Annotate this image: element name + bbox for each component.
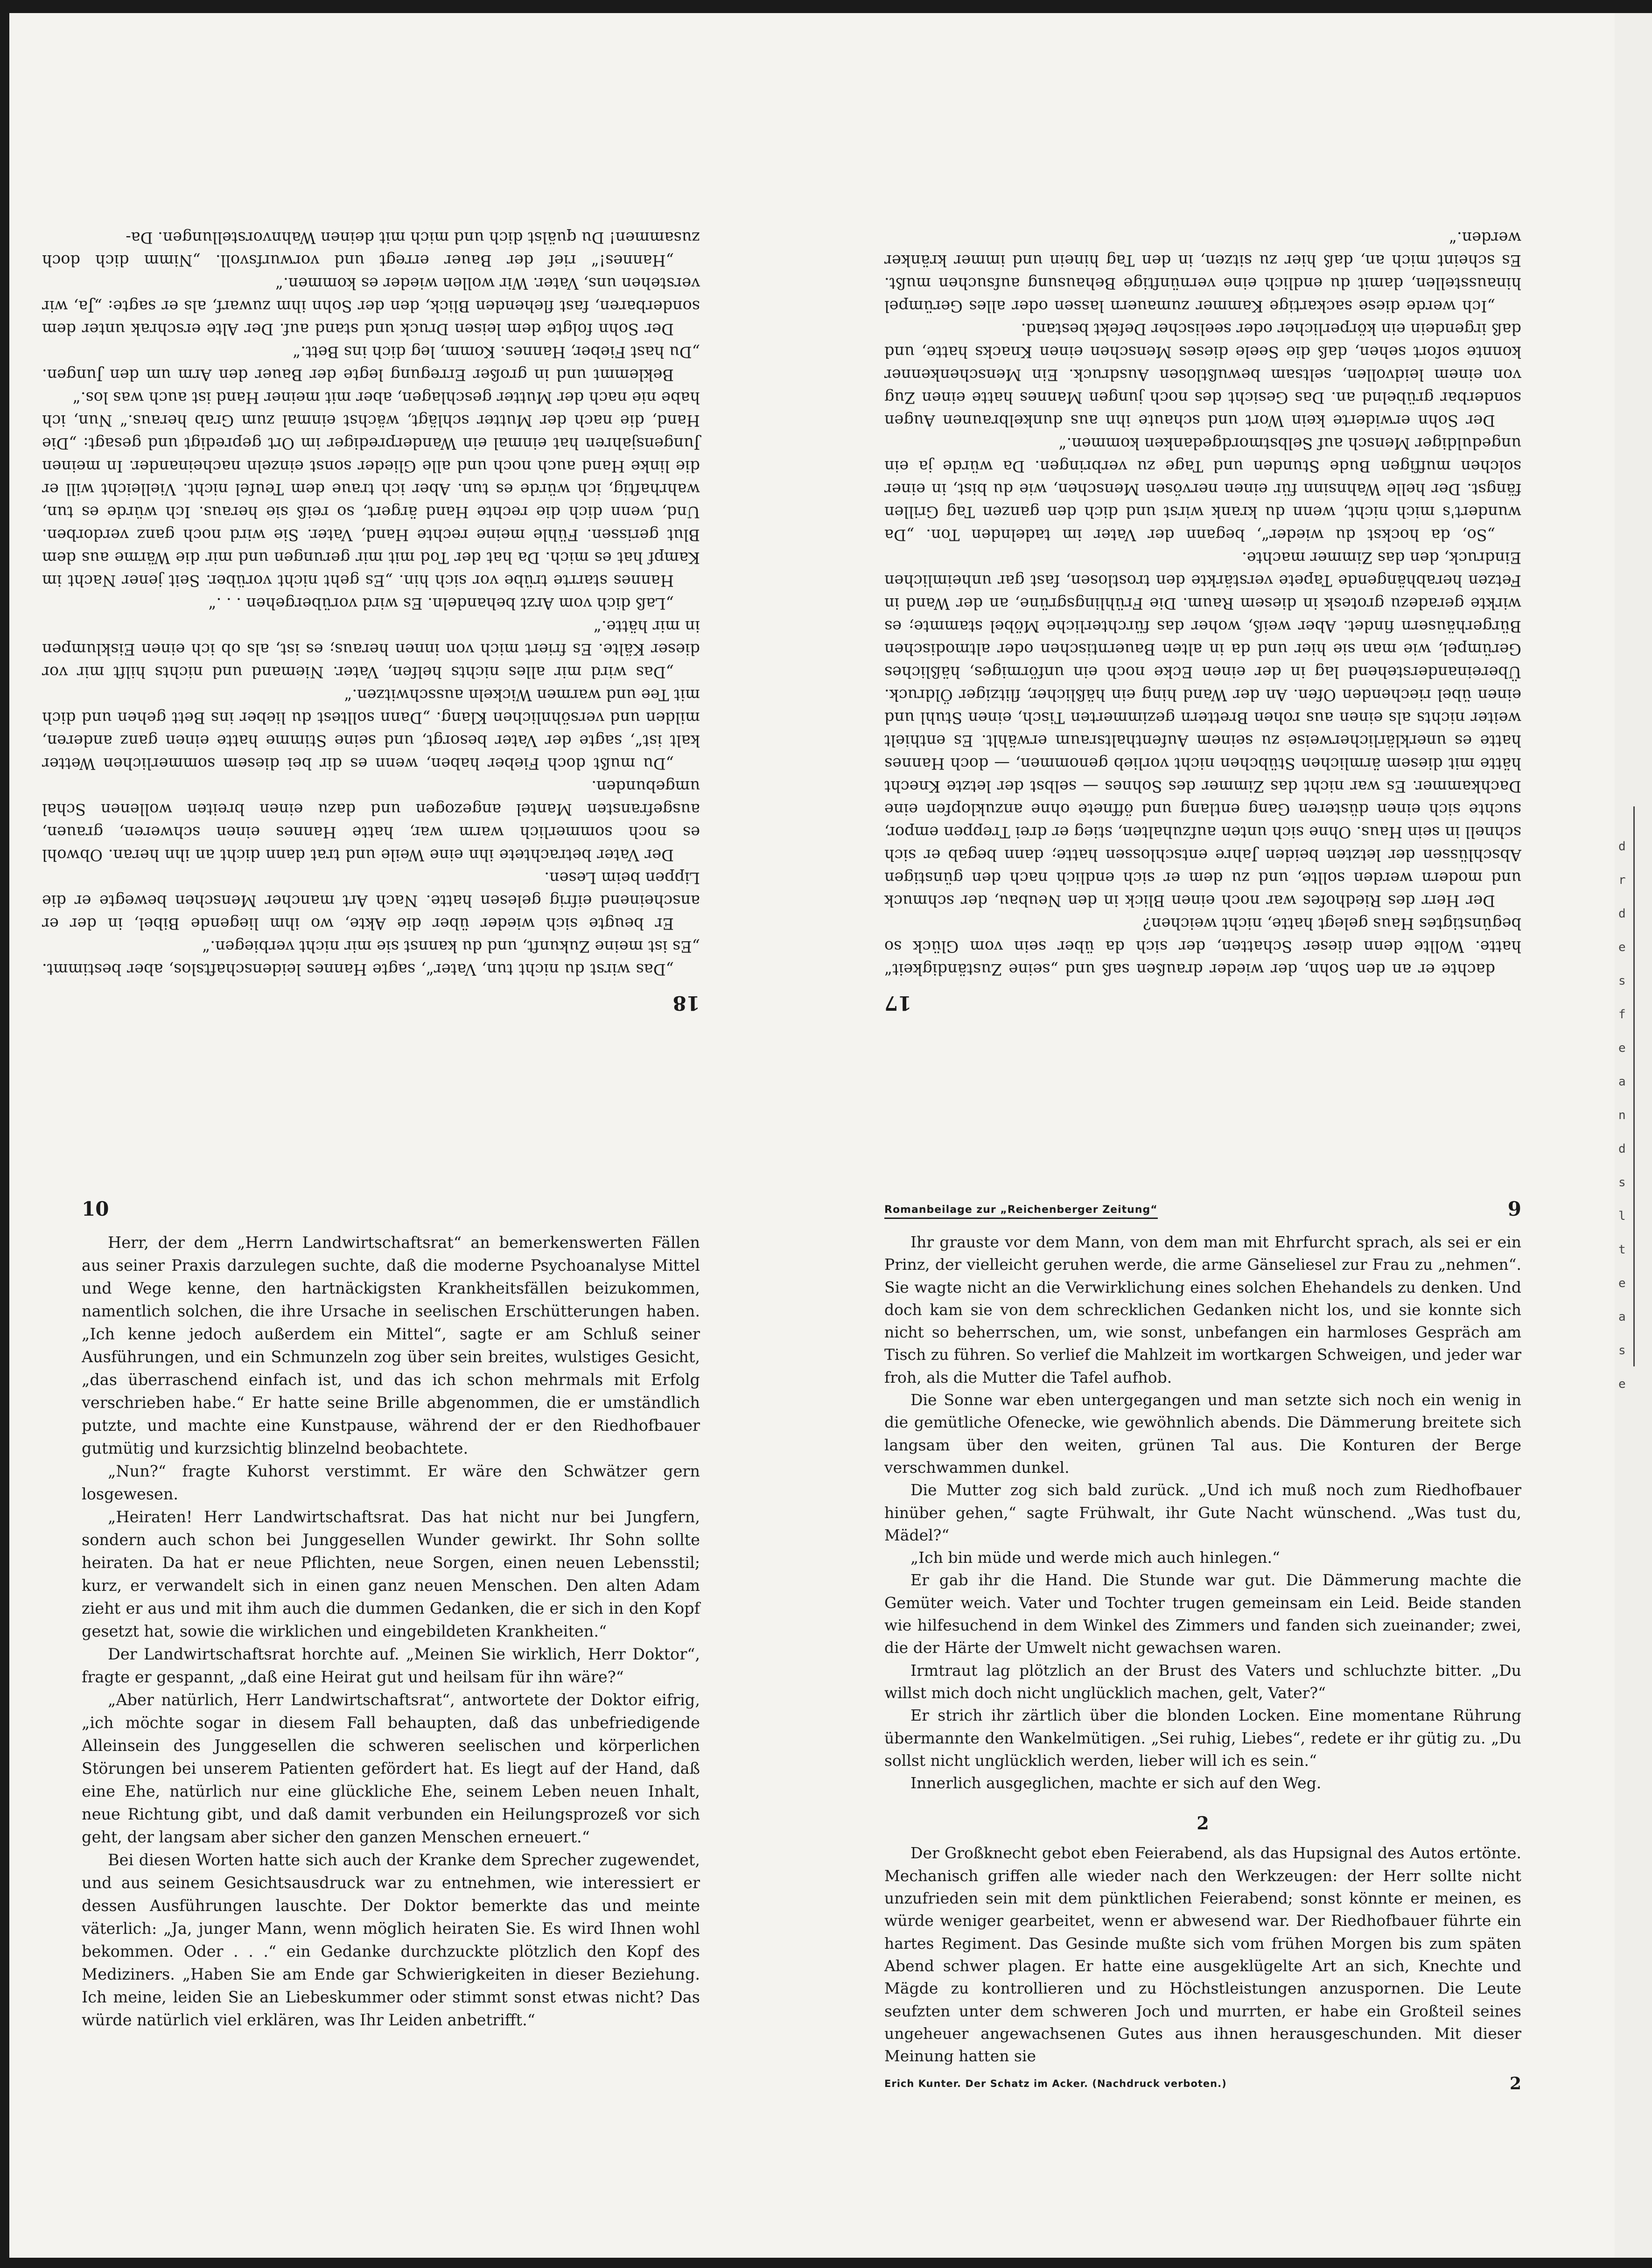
edge-character: n (1618, 1108, 1626, 1122)
paragraph: Er beugte sich wieder über die Akte, wo ihm liegende Bibel, in der er anscheinend eifrig gelesen hatte. Nach Art mancher Menschen bewegte er die Lippen beim Lesen. (42, 869, 700, 933)
edge-character: r (1618, 873, 1626, 887)
page-number: 17 (884, 992, 912, 1015)
edge-character-column (1618, 830, 1630, 1401)
footer-number: 2 (1509, 2074, 1521, 2094)
page-body (82, 1231, 700, 2031)
paragraph: „Nun?“ fragte Kuhorst verstimmt. Er wäre den Schwätzer gern losgewesen. (82, 1462, 700, 1503)
paragraph: „Hannes!“ rief der Bauer erregt und vorwurfsvoll. „Nimm dich doch zusammen! Du quälst dich und mich mit deinen Wahnvorstellungen. Da- (42, 229, 700, 270)
page-body-after-section (884, 1842, 1521, 2067)
edge-character: d (1618, 907, 1626, 921)
running-header: Romanbeilage zur „Reichenberger Zeitung“ (884, 1204, 1158, 1219)
edge-character: e (1618, 1041, 1626, 1055)
edge-character: s (1618, 1344, 1626, 1358)
edge-rule (1633, 806, 1635, 1366)
paragraph: Die Sonne war eben untergegangen und man setzte sich noch ein wenig in die gemütliche Ofenecke, wie gewöhnlich abends. Die Dämmerung breitete sich langsam über den weiten, grünen Tal aus. Die Konturen der Berge verschwammen dunkel. (884, 1391, 1521, 1477)
paragraph: „Laß dich vom Arzt behandeln. Es wird vorübergehen . . .“ (208, 595, 674, 613)
edge-character: e (1618, 1276, 1626, 1290)
paragraph: Ihr grauste vor dem Mann, von dem man mit Ehrfurcht sprach, als sei er ein Prinz, der vielleicht geruhen werde, die arme Gänseliesel zur Frau zu „nehmen“. Sie wagte nicht an die Verwirklichung eines solchen Ehehandels zu denken. Und doch kam sie von dem schrecklichen Gedanken nicht los, und sie konnte sich nicht so beherrschen, um, wie sonst, unbefangen ein harmloses Gespräch am Tisch zu führen. So verlief die Mahlzeit im wortkargen Schweigen, und jeder war froh, als die Mutter die Tafel aufhob. (884, 1233, 1521, 1386)
paragraph: „Das wird mir alles nichts helfen, Vater. Niemand und nichts hilft mir vor dieser Kälte. Es friert mich von innen heraus; es ist, als ob ich einen Eisklumpen in mir hätte.“ (42, 617, 700, 681)
paragraph: Bei diesen Worten hatte sich auch der Kranke dem Sprecher zugewendet, und aus seinem Gesichtsausdruck war zu entnehmen, wie interessiert er dessen Ausführungen lauschte. Der Doktor bemerkte das und meinte väterlich: „Ja, junger Mann, wenn möglich heiraten Sie. Es wird Ihnen wohl bekommen. Oder . . .“ ein Gedanke durchzuckte plötzlich den Kopf des Mediziners. „Haben Sie am Ende gar Schwierigkeiten in dieser Beziehung. Ich meine, leiden Sie an Liebeskummer oder stimmt sonst etwas nicht? Das würde natürlich viel erklären, was Ihr Leiden anbetrifft.“ (82, 1851, 700, 2029)
edge-character: s (1618, 1176, 1626, 1190)
page-number: 10 (82, 1197, 109, 1220)
edge-character: e (1618, 1377, 1626, 1391)
edge-character: t (1618, 1243, 1626, 1257)
paragraph: Er strich ihr zärtlich über die blonden Locken. Eine momentane Rührung übermannte den Wankelmütigen. „Sei ruhig, Liebes“, redete er ihr gütig zu. „Du sollst nicht unglücklich werden, lieber will ich es sein.“ (884, 1706, 1521, 1770)
paragraph: Die Mutter zog sich bald zurück. „Und ich muß noch zum Riedhofbauer hinüber gehen,“ sagte Frühwalt, ihr Gute Nacht wünschend. „Was tust du, Mädel?“ (884, 1481, 1521, 1544)
page-number: 18 (672, 992, 700, 1015)
page-number: 9 (1507, 1197, 1521, 1220)
page-header (42, 993, 700, 1013)
page-body (42, 226, 700, 981)
paragraph: „Ich bin müde und werde mich auch hinlegen.“ (910, 1548, 1280, 1567)
paragraph: „So, da hockst du wieder“, begann der Vater im tadelnden Ton. „Da wundert's mich nicht, wenn du krank wirst und dich den ganzen Tag Grillen fängst. Der helle Wahnsinn für einen nervösen Menschen, wie du bist, in einer solchen muffigen Bude Stunden und Tage zu verbringen. Da würde ja ein ungeduldiger Mensch auf Selbstmordgedanken kommen.“ (884, 434, 1521, 544)
paragraph: Der Herr des Riedhofes war noch einen Blick in den Neubau, der schmuck und modern werden sollte, und zu dem er sich endlich nach den günstigen Abschlüssen der letzten beiden Jahre entschlossen hatte; dann begab er sich schnell in sein Haus. Ohne sich unten aufzuhalten, stieg er drei Treppen empor, suchte sich einen düsteren Gang entlang und öffnete ohne anzuklopfen eine Dachkammer. Es war nicht das Zimmer des Sohnes — selbst der letzte Knecht hätte mit diesem ärmlichen Stübchen nicht vorlieb genommen, — doch Hannes hatte es unerklärlicherweise zu seinem Aufenthaltsraum erwählt. Es enthielt weiter nichts als einen aus rohen Brettern gezimmerten Tisch, einen Stuhl und einen übel riechenden Ofen. An der Wand hing ein häßlicher, flitziger Öldruck. Übereinanderstehend lag in der einen Ecke noch ein unförmiges, häßliches Gerümpel, wie man sie hier und da in alten Bauerntischen oder altmodischen Bürgerhäusern findet. Aber weiß, woher das fürchterliche Möbel stammte; es wirkte geradezu grotesk in diesem Raum. Die Frühlingsgrüne, an der Wand in Fetzen herabhängende Tapete verstärkte den trostlosen, fast gar unheimlichen Eindruck, den das Zimmer machte. (884, 549, 1521, 910)
page-header (884, 993, 1521, 1013)
edge-character: f (1618, 1008, 1626, 1022)
section-number: 2 (1197, 1813, 1209, 1834)
paragraph: Herr, der dem „Herrn Landwirtschaftsrat“ an bemerkenswerten Fällen aus seiner Praxis darzulegen suchte, daß die moderne Psychoanalyse Mittel und Wege kenne, den hartnäckigsten Krankheitsfällen beizukommen, namentlich solchen, die ihre Ursache in seelischen Erschütterungen haben. „Ich kenne jedoch außerdem ein Mittel“, sagte er am Schluß seiner Ausführungen, und ein Schmunzeln zog über sein breites, wulstiges Gesicht, „das überraschend einfach ist, und das ich schon mehrmals mit Erfolg verschrieben habe.“ Er hatte seine Brille abgenommen, die er umständlich putzte, und machte eine Kunstpause, während der er den Riedhofbauer gutmütig und kurzsichtig blinzelnd beobachtete. (82, 1233, 700, 1457)
paragraph: „Ich werde diese sackartige Kammer zumauern lassen oder alles Gerümpel hinausstellen, damit du endlich eine vernünftige Behausung aufsuchen mußt. Es scheint mich an, daß hier zu sitzen, in den Tag hinein und immer kränker werden.“ (884, 229, 1521, 315)
paragraph: „Du mußt doch Fieber haben, wenn es dir bei diesem sommerlichen Wetter kalt ist“, sagte der Vater besorgt, und seine Stimme hatte einen ganz anderen, milden und versöhnlichen Klang. „Dann solltest du lieber ins Bett gehen und dich mit Tee und warmen Wickeln ausschwitzen.“ (42, 686, 700, 773)
paragraph: Irmtraut lag plötzlich an der Brust des Vaters und schluchzte bitter. „Du willst mich doch nicht unglücklich machen, gelt, Vater?“ (884, 1661, 1521, 1702)
paragraph: dachte er an den Sohn, der wieder draußen saß und „seine Zuständigkeit“ hatte. Wollte denn dieser Schatten, der sich da über sein vom Glück so begünstigtes Haus gelegt hatte, nicht weichen? (884, 915, 1521, 979)
edge-character: l (1618, 1209, 1626, 1223)
paragraph: Innerlich ausgeglichen, machte er sich auf den Weg. (910, 1774, 1322, 1792)
paragraph: Der Sohn folgte dem leisen Druck und stand auf. Der Alte erschrak unter dem sonderbaren, fast flehenden Blick, den der Sohn ihm zuwarf, als er sagte: „Ja, wir verstehen uns, Vater. Wir wollen wieder es kommen.“ (42, 274, 700, 338)
paragraph: Der Landwirtschaftsrat horchte auf. „Meinen Sie wirklich, Herr Doktor“, fragte er gespannt, „daß eine Heirat gut und heilsam für ihn wäre?“ (82, 1645, 700, 1686)
paragraph: Der Großknecht gebot eben Feierabend, als das Hupsignal des Autos ertönte. Mechanisch griffen alle wieder nach den Werkzeugen: der Herr sollte nicht unzufrieden sein mit dem pünktlichen Feierabend; sonst könnte er meinen, es würde weniger gearbeitet, wenn er abwesend war. Der Riedhofbauer führte ein hartes Regiment. Das Gesinde mußte sich vom frühen Morgen bis zum späten Abend schwer plagen. Er hatte eine ausgeklügelte Art an sich, Knechte und Mägde zu kontrollieren und zu Höchstleistungen anzuspornen. Die Leute seufzten unter dem schweren Joch und murrten, er habe ein Großteil seines ungeheuer angewachsenen Gutes aus ihnen herausgeschunden. Mit dieser Meinung hatten sie (884, 1844, 1521, 2065)
page-body-before-section (884, 1231, 1521, 1794)
edge-character: s (1618, 974, 1626, 988)
adjacent-page-edge (1615, 13, 1652, 2258)
edge-character: d (1618, 840, 1626, 854)
paragraph: Der Vater betrachtete ihn eine Weile und trat dann dicht an ihn heran. Obwohl es noch sommerlich warm war, hatte Hannes einen schweren, grauen, ausgefransten Mantel angezogen und dazu einen breiten wollenen Schal umgebunden. (42, 777, 700, 864)
paragraph: Er gab ihr die Hand. Die Stunde war gut. Die Dämmerung machte die Gemüter weich. Vater und Tochter trugen gemeinsam ein Leid. Beide standen wie hilfesuchend in dem Winkel des Zimmers und fanden sich zueinander; zwei, die der Härte der Umwelt nicht gewachsen waren. (884, 1571, 1521, 1657)
page-header (82, 1199, 700, 1219)
page-10 (82, 1199, 700, 2081)
paragraph: Hannes starrte trübe vor sich hin. „Es geht nicht vorüber. Seit jener Nacht im Kampf hat es mich. Da hat der Tod mit mir gerungen und mir die Wärme aus dem Blut gerissen. Fühle meine rechte Hand, Vater. Sie wird noch ganz verdorben. Und, wenn dich die rechte Hand ärgert, so reiß sie heraus. Ich würde es tun, wahrhaftig, ich würde es tun. Aber ich traue dem Teufel nicht. Vielleicht will er die linke Hand auch noch und alle Glieder sonst einzeln nacheinander. In meinen Jungensjahren hat einmal ein Wanderprediger im Ort gepredigt und gesagt: „Die Hand, die nach der Mutter schlägt, wächst einmal zum Grab heraus.“ Nun, ich habe nie nach der Mutter geschlagen, aber mit meiner Hand ist auch was los.“ (42, 389, 700, 590)
paragraph: Der Sohn erwiderte kein Wort und schaute ihn aus dunkelbraunen Augen sonderbar grübelnd an. Das Gesicht des noch jungen Mannes hatte einen Zug von einem leidvollen, seltsam bewußtlosen Ausdruck. Ein Menschenkenner konnte sofort sehen, daß die Seele dieses Menschen einen Knacks hatte, und daß irgendein ein körperlicher oder seelischer Defekt bestand. (884, 320, 1521, 430)
footer-credit: Erich Kunter. Der Schatz im Acker. (Nachdruck verboten.) (884, 2078, 1227, 2090)
page-header (884, 1199, 1521, 1219)
page-17-upside-down (884, 89, 1521, 1013)
page-9 (884, 1199, 1521, 2100)
paragraph: Beklemmt und in großer Erregung legte der Bauer den Arm um den Jungen. „Du hast Fieber, Hannes. Komm, leg dich ins Bett.“ (42, 343, 700, 384)
page-18-upside-down (42, 89, 700, 1013)
edge-character: a (1618, 1310, 1626, 1324)
page-body (884, 226, 1521, 981)
page-footer (884, 2074, 1521, 2093)
edge-character: e (1618, 940, 1626, 954)
edge-character: d (1618, 1142, 1626, 1156)
edge-character: a (1618, 1075, 1626, 1089)
paragraph: „Heiraten! Herr Landwirtschaftsrat. Das hat nicht nur bei Jungfern, sondern auch schon bei Junggesellen Wunder gewirkt. Ihr Sohn sollte heiraten. Da hat er neue Pflichten, neue Sorgen, einen neuen Lebensstil; kurz, er verwandelt sich in einen ganz neuen Menschen. Den alten Adam zieht er aus und mit ihm auch die dummen Gedanken, die er sich in den Kopf gesetzt hat, sowie die wirklichen und eingebildeten Krankheiten.“ (82, 1508, 700, 1640)
paragraph: „Das wirst du nicht tun, Vater“, sagte Hannes leidenschaftslos, aber bestimmt. „Es ist meine Zukunft, und du kannst sie mir nicht verbiegen.“ (42, 938, 700, 979)
paragraph: „Aber natürlich, Herr Landwirtschaftsrat“, antwortete der Doktor eifrig, „ich möchte sogar in diesem Fall behaupten, daß das unbefriedigende Alleinsein des Junggesellen die schweren seelischen und körperlichen Störungen bei unserem Patienten gefördert hat. Es liegt auf der Hand, daß eine Ehe, natürlich nur eine glückliche Ehe, seinem Leben neuen Inhalt, neue Richtung gibt, und daß damit verbunden ein Heilungsprozeß vor sich geht, der langsam aber sicher den ganzen Menschen erneuert.“ (82, 1691, 700, 1846)
